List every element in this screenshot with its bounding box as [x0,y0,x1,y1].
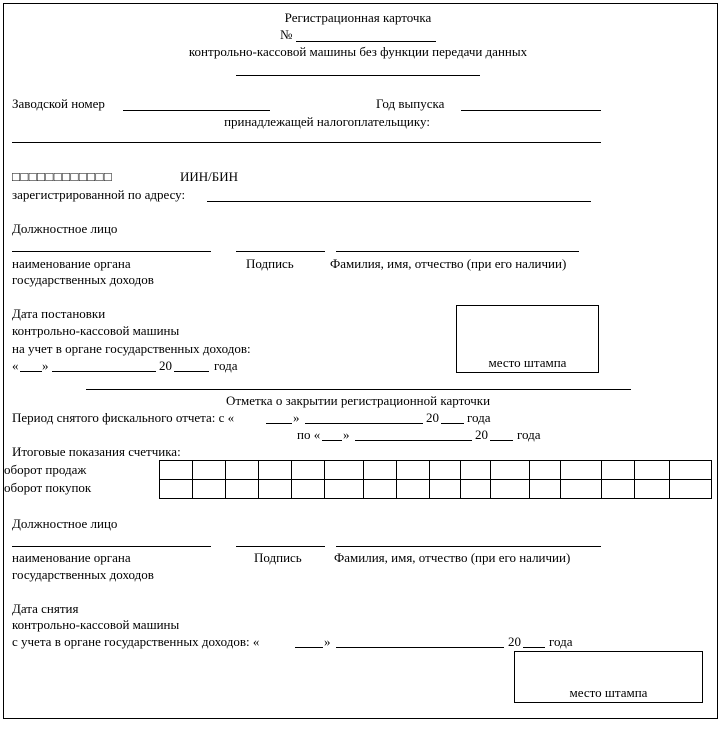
period-to-close-quote: » [343,427,350,442]
sales-digit-cell[interactable] [193,461,226,480]
number-field[interactable] [296,41,436,42]
period-to-year-prefix: 20 [475,427,488,442]
purchases-digit-cell[interactable] [430,480,461,499]
deregistration-close-quote: » [324,634,331,649]
purchases-digit-cell[interactable] [292,480,325,499]
purchases-digit-cell[interactable] [670,480,712,499]
org-name-label: наименование органа [12,256,131,271]
signature-label: Подпись [246,256,294,271]
period-from-label: Период снятого фискального отчета: с « [12,410,235,425]
purchases-digit-cell[interactable] [635,480,670,499]
sales-digit-cell[interactable] [602,461,635,480]
iin-label: ИИН/БИН [180,169,239,184]
sales-digit-cell[interactable] [670,461,712,480]
counter-label: Итоговые показания счетчика: [12,444,181,459]
purchases-label: оборот покупок [4,480,92,495]
iin-boxes[interactable]: □□□□□□□□□□□□ [12,169,113,184]
deregistration-label-3: с учета в органе государственных доходов: « [12,634,260,649]
closing-org-name-label-2: государственных доходов [12,567,154,582]
sales-digit-cell[interactable] [530,461,561,480]
registration-label-1: Дата постановки [12,306,106,321]
sales-digit-cell[interactable] [160,461,193,480]
closing-org-name-field[interactable] [12,546,211,547]
registration-month-field[interactable] [52,371,156,372]
deregistration-year-prefix: 20 [508,634,521,649]
sales-label: оборот продаж [4,462,87,477]
deregistration-label-2: контрольно-кассовой машины [12,617,180,632]
period-from-close-quote: » [293,410,300,425]
sales-digit-cell[interactable] [226,461,259,480]
counter-grid [159,460,712,499]
purchases-digit-cell[interactable] [325,480,364,499]
serial-number-field[interactable] [123,110,270,111]
owner-field[interactable] [12,142,601,143]
closing-full-name-label: Фамилия, имя, отчество (при его наличии) [334,550,571,565]
registration-year-prefix: 20 [159,358,172,373]
purchases-digit-cell[interactable] [160,480,193,499]
address-field[interactable] [207,201,591,202]
purchases-digit-cell[interactable] [561,480,602,499]
deregistration-month-field[interactable] [336,647,504,648]
full-name-field[interactable] [336,251,579,252]
signature-field[interactable] [236,251,325,252]
card-frame [3,3,718,719]
registration-label-3: на учет в органе государственных доходов: [12,341,251,356]
period-from-year-field[interactable] [441,423,464,424]
address-label: зарегистрированной по адресу: [12,187,186,202]
period-from-year-suffix: года [467,410,491,425]
card-subtitle: контрольно-кассовой машины без функции передачи данных [188,44,528,59]
closing-signature-label: Подпись [254,550,302,565]
deregistration-year-suffix: года [549,634,573,649]
sales-digit-cell[interactable] [561,461,602,480]
sales-digit-cell[interactable] [635,461,670,480]
period-to-year-suffix: года [517,427,541,442]
deregistration-stamp-label: место штампа [569,685,648,700]
sales-digit-cell[interactable] [325,461,364,480]
year-label: Год выпуска [376,96,445,111]
official-title: Должностное лицо [12,221,118,236]
closing-full-name-field[interactable] [336,546,601,547]
closing-org-name-label: наименование органа [12,550,131,565]
closing-official-title: Должностное лицо [12,516,118,531]
period-to-label: по « [297,427,321,442]
machine-model-field[interactable] [236,75,480,76]
deregistration-stamp-box [514,651,703,703]
sales-row [160,461,712,480]
purchases-digit-cell[interactable] [397,480,430,499]
sales-digit-cell[interactable] [292,461,325,480]
period-from-year-prefix: 20 [426,410,439,425]
deregistration-year-field[interactable] [523,647,545,648]
deregistration-day-field[interactable] [295,647,323,648]
registration-year-suffix: года [214,358,238,373]
number-label: № [280,27,293,42]
period-to-year-field[interactable] [490,440,513,441]
purchases-digit-cell[interactable] [491,480,530,499]
org-name-label-2: государственных доходов [12,272,154,287]
owner-label: принадлежащей налогоплательщику: [224,114,430,129]
registration-year-field[interactable] [174,371,209,372]
purchases-digit-cell[interactable] [461,480,491,499]
closing-divider [86,389,631,390]
period-from-day-field[interactable] [266,423,292,424]
registration-day-field[interactable] [20,371,42,372]
purchases-digit-cell[interactable] [602,480,635,499]
serial-number-label: Заводской номер [12,96,105,111]
purchases-digit-cell[interactable] [364,480,397,499]
sales-digit-cell[interactable] [364,461,397,480]
registration-stamp-label: место штампа [488,355,567,370]
period-from-month-field[interactable] [305,423,423,424]
registration-label-2: контрольно-кассовой машины [12,323,180,338]
period-to-month-field[interactable] [355,440,472,441]
full-name-label: Фамилия, имя, отчество (при его наличии) [330,256,567,271]
sales-digit-cell[interactable] [259,461,292,480]
registration-date-close-quote: » [42,358,49,373]
registration-stamp-box [456,305,599,373]
org-name-field[interactable] [12,251,211,252]
purchases-digit-cell[interactable] [226,480,259,499]
deregistration-label-1: Дата снятия [12,601,79,616]
year-field[interactable] [461,110,601,111]
card-title: Регистрационная карточка [284,10,432,25]
registration-date-open-quote: « [12,358,19,373]
sales-digit-cell[interactable] [430,461,461,480]
period-to-day-field[interactable] [322,440,342,441]
sales-digit-cell[interactable] [397,461,430,480]
purchases-row [160,480,712,499]
purchases-digit-cell[interactable] [530,480,561,499]
sales-digit-cell[interactable] [491,461,530,480]
sales-digit-cell[interactable] [461,461,491,480]
purchases-digit-cell[interactable] [193,480,226,499]
closing-signature-field[interactable] [236,546,325,547]
closing-title: Отметка о закрытии регистрационной карточки [225,393,491,408]
purchases-digit-cell[interactable] [259,480,292,499]
